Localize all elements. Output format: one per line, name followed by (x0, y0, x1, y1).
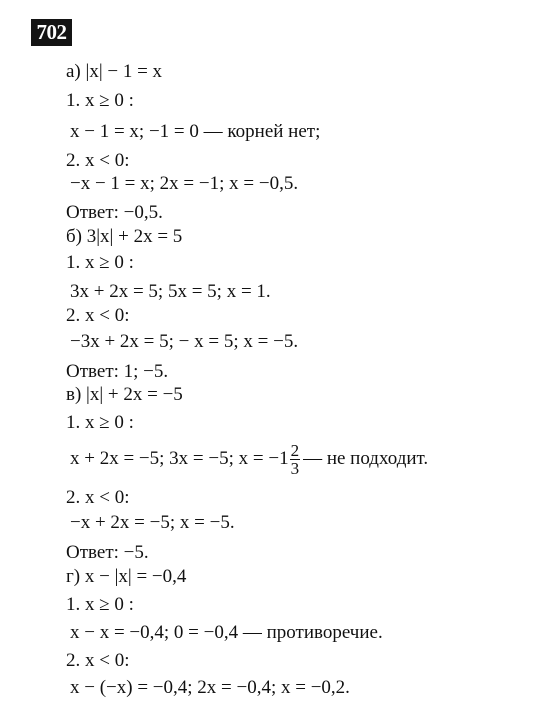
part-g-case2-solution: x − (−x) = −0,4; 2x = −0,4; x = −0,2. (70, 677, 350, 698)
part-v-case1-solution-post: — не подходит. (303, 448, 429, 469)
part-a-header: а) |x| − 1 = x (66, 61, 163, 82)
part-v-case1-solution-pre: x + 2x = −5; 3x = −5; x = −1 (70, 448, 289, 469)
part-v-case1-solution (70, 442, 428, 477)
part-v-case2-solution: −x + 2x = −5; x = −5. (70, 512, 235, 533)
part-v-header: в) |x| + 2x = −5 (66, 384, 183, 405)
part-a-case2-solution: −x − 1 = x; 2x = −1; x = −0,5. (70, 173, 299, 194)
part-b-answer: Ответ: 1; −5. (66, 361, 169, 382)
part-a-answer: Ответ: −0,5. (66, 202, 163, 223)
part-g-header: г) x − |x| = −0,4 (66, 566, 187, 587)
fraction-numerator: 2 (290, 441, 300, 461)
part-b-case2-solution: −3x + 2x = 5; − x = 5; x = −5. (70, 331, 299, 352)
fraction-denominator: 3 (290, 459, 300, 479)
part-a-case2: 2. x < 0: (66, 150, 130, 171)
part-b-case1-solution: 3x + 2x = 5; 5x = 5; x = 1. (70, 281, 271, 302)
part-g-case1: 1. x ≥ 0 : (66, 594, 134, 615)
fraction-two-thirds (290, 442, 301, 477)
problem-number-badge: 702 (31, 19, 72, 46)
part-v-case2: 2. x < 0: (66, 487, 130, 508)
part-b-case2: 2. x < 0: (66, 305, 130, 326)
part-g-case1-solution: x − x = −0,4; 0 = −0,4 — противоречие. (70, 622, 383, 643)
part-v-answer: Ответ: −5. (66, 542, 149, 563)
part-a-case1: 1. x ≥ 0 : (66, 90, 134, 111)
part-b-case1: 1. x ≥ 0 : (66, 252, 134, 273)
part-v-case1: 1. x ≥ 0 : (66, 412, 134, 433)
part-b-header: б) 3|x| + 2x = 5 (66, 226, 183, 247)
part-g-case2: 2. x < 0: (66, 650, 130, 671)
part-a-case1-solution: x − 1 = x; −1 = 0 — корней нет; (70, 121, 321, 142)
